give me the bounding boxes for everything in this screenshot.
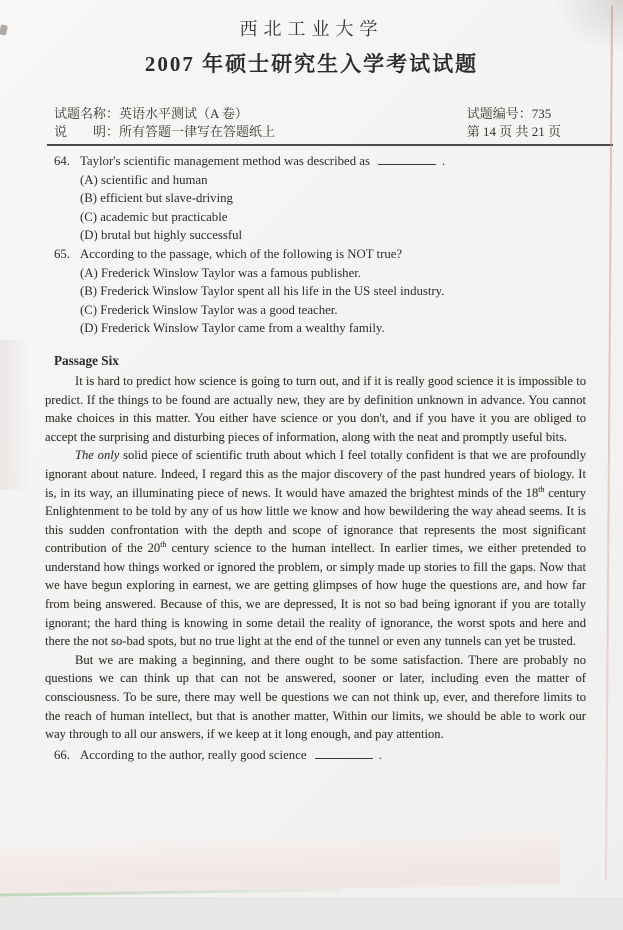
passage-text-segment: th (538, 484, 545, 494)
header-rule (47, 144, 613, 146)
question-number: 66. (54, 747, 70, 762)
exam-meta-right (467, 105, 561, 141)
answer-blank (315, 747, 373, 759)
exam-number-value: 735 (531, 106, 552, 121)
exam-name-value: 英语水平测试（A 卷） (119, 106, 248, 121)
passage-text-segment: century science to the human intellect. In earlier times, we either pretended to understand how things worked or ignored the problem, or simply made up stories to fill the gaps. Now that we have begun exploring in earnest, we are getting glimpses of how huge the questions are, and how far from being answered. Because of this, we are depressed, It is not so bad being ignorant if you are totally ignorant; the hard thing is knowing in some detail the reality of ignorance, the worst spots and here and there the not so-bad spots, but no true light at the end of the tunnel or even any tunnels can yet be trusted. (45, 541, 586, 649)
exam-name-label: 试题名称： (54, 106, 120, 121)
question-option: (C) Frederick Winslow Taylor was a good teacher. (80, 302, 338, 317)
question-option: (D) brutal but highly successful (80, 228, 243, 243)
question-item (54, 152, 595, 245)
exam-number-row (467, 105, 561, 123)
question-stem: According to the author, really good science (80, 747, 307, 762)
question-list-top (54, 152, 595, 338)
passage-text-segment: It is hard to predict how science is going to turn out, and if it is really good science it is impossible to predict. If the things to be found are actually new, they are by definition unknown in advance. You cannot make choices in this matter. You either have science or you don't, and if you have it you are obliged to accept the surprising and disturbing pieces of information, along with the neat and promptly useful bits. (45, 373, 586, 444)
question-item (54, 245, 595, 338)
question-stem-line (54, 746, 595, 765)
exam-note-row (54, 123, 275, 141)
question-option: (C) academic but practicable (80, 209, 228, 224)
passage-paragraph (45, 372, 586, 446)
passage-text-segment: century Enlightenment to be told by any of us how little we know and how bewildering the way ahead seems. It is this sudden confrontation with the depth and scope of ignorance that represents the most significant contribution of the 20 (45, 485, 586, 556)
question-stem-line (54, 245, 595, 264)
exam-number-label: 试题编号： (466, 106, 532, 121)
exam-meta-left (54, 105, 275, 141)
question-option: (B) efficient but slave-driving (80, 191, 233, 206)
question-stem-line (54, 152, 595, 171)
passage-text-segment: But we are making a beginning, and there ought to be some satisfaction. There are probably no questions we can think up that can not be answered, sooner or later, including even the matter of consciousness. To be sure, there may well be questions we can not think up, ever, and therefore limits to the reach of human intellect, but that is another matter, Within our limits, we should be able to work our way through to all our answers, if we keep at it long enough, and pay attention. (45, 652, 586, 742)
exam-title: 2007 年硕士研究生入学考试试题 (144, 52, 479, 76)
answer-blank (378, 153, 436, 165)
passage-paragraph (45, 651, 586, 744)
question-tail: . (378, 747, 382, 762)
question-item (54, 746, 595, 765)
exam-name-row (54, 105, 275, 123)
question-option: (D) Frederick Winslow Taylor came from a wealthy family. (80, 321, 385, 336)
question-tail: . (441, 154, 446, 168)
exam-meta (54, 105, 561, 141)
page-info: 第 14 页 共 21 页 (466, 124, 561, 139)
passage-body (45, 372, 586, 744)
exam-note-label: 说 明： (54, 124, 120, 139)
question-stem: Taylor's scientific management method was described as (80, 154, 370, 168)
scan-left-shading (0, 340, 30, 490)
passage-heading: Passage Six (54, 352, 119, 368)
passage-text-segment: th (160, 540, 167, 550)
paper-right-edge (605, 6, 613, 880)
exam-note-value: 所有答题一律写在答题纸上 (119, 124, 276, 139)
question-option: (A) Frederick Winslow Taylor was a famous publisher. (80, 265, 362, 280)
passage-text-segment: solid piece of scientific truth about which I feel totally confident is that we are profoundly ignorant about nature. Indeed, I regard this as the major discovery of the past hundred years of biology. It is, in its way, an illuminating piece of news. It would have amazed the brightest minds of the 18 (45, 448, 586, 500)
question-number: 64. (54, 154, 70, 168)
university-name: 西北工业大学 (239, 19, 384, 39)
passage-text-segment: The only (75, 448, 120, 463)
question-list-bottom (54, 746, 595, 765)
scan-bottom-shadow (0, 832, 560, 896)
question-option: (B) Frederick Winslow Taylor spent all his life in the US steel industry. (80, 284, 445, 299)
question-stem: According to the passage, which of the following is NOT true? (80, 246, 403, 261)
question-number: 65. (54, 246, 70, 261)
question-option: (A) scientific and human (80, 172, 208, 187)
passage-paragraph (45, 446, 586, 651)
